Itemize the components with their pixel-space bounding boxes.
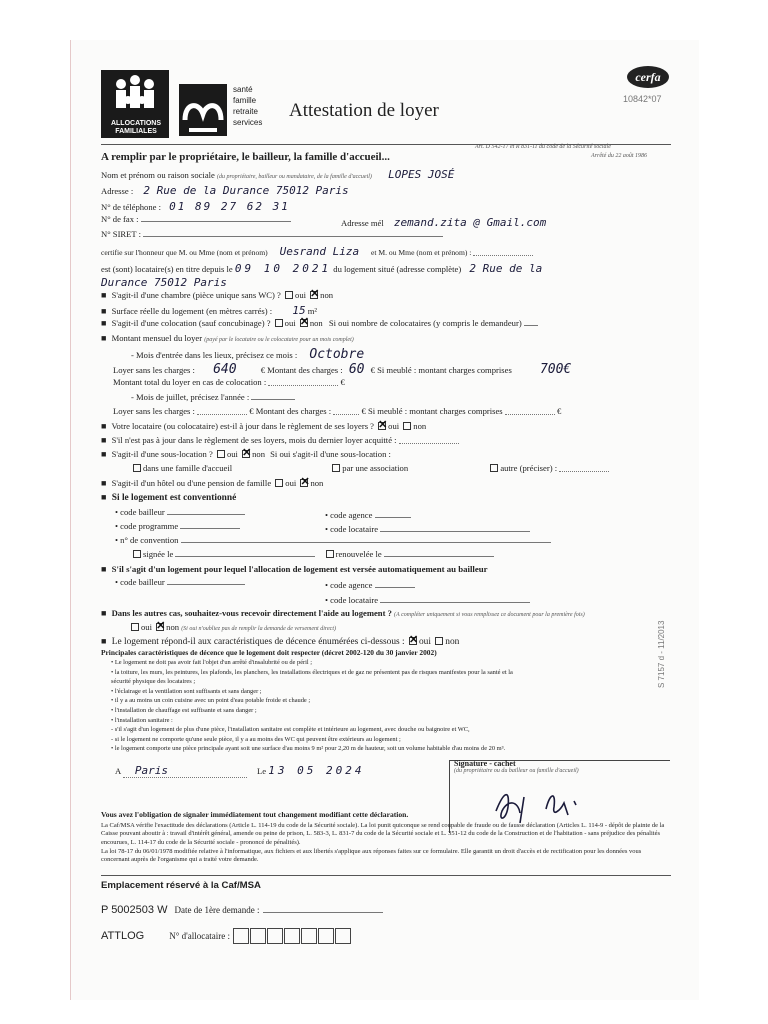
- reserved-title: Emplacement réservé à la Caf/MSA: [101, 880, 261, 891]
- charges-value[interactable]: 60: [348, 362, 365, 377]
- auto-code-bailleur: [115, 577, 245, 587]
- room-row: [101, 290, 333, 300]
- oui-label: oui: [226, 449, 238, 459]
- signed-checkbox[interactable]: [133, 550, 141, 558]
- bullet-square-icon: ■: [101, 290, 107, 300]
- tenant-since-value[interactable]: 09 10 2021: [234, 262, 332, 275]
- tenant-since-row: [101, 262, 542, 275]
- housing-label: du logement situé (adresse complète): [333, 264, 462, 274]
- association-checkbox[interactable]: [332, 464, 340, 472]
- entry-month-label: - Mois d'entrée dans les lieux, précisez ce mois :: [131, 350, 298, 360]
- fax-field[interactable]: [141, 214, 291, 222]
- coloc-total-row: [113, 377, 345, 387]
- room-question: S'agit-il d'une chambre (pièce unique sans WC) ?: [111, 290, 281, 300]
- msa-line: retraite: [233, 107, 258, 116]
- tenant-name-value[interactable]: Uesrand Liza: [279, 245, 360, 258]
- sublet-types-row: [131, 463, 609, 473]
- auto-code-locataire: [325, 595, 530, 605]
- july-furnished-field[interactable]: [505, 406, 555, 415]
- oui-label: oui: [295, 290, 307, 300]
- code-bailleur-label: • code bailleur: [115, 577, 165, 587]
- coloc-total-field[interactable]: [268, 377, 338, 386]
- second-tenant-field[interactable]: [473, 247, 533, 256]
- code-agence-label: • code agence: [325, 510, 373, 520]
- room-oui-checkbox[interactable]: [285, 291, 293, 299]
- reserved-alloc-row: [101, 928, 352, 944]
- owner-siret-label: N° SIRET :: [101, 229, 142, 239]
- coloc-hint: Si oui nombre de colocataires (y compris le demandeur): [328, 318, 522, 328]
- msa-line: famille: [233, 96, 257, 105]
- decency-item: • le logement comporte une pièce principale ayant soit une surface d'au moins 9 m² pour 2,20 m de hauteur, soit un volume habitable d'au moins de 20 m³.: [111, 745, 506, 753]
- renewed-date-field[interactable]: [384, 549, 494, 557]
- num-convention-label: • n° de convention: [115, 535, 179, 545]
- code-bailleur-field[interactable]: [167, 507, 245, 515]
- july-charges-field[interactable]: [333, 406, 359, 415]
- renewed-checkbox[interactable]: [326, 550, 334, 558]
- rent-amount-row: [113, 362, 571, 377]
- foster-label: dans une famille d'accueil: [143, 463, 233, 473]
- bullet-square-icon: ■: [101, 492, 107, 502]
- decency-item: • la toiture, les murs, les peintures, les plafonds, les planchers, les installations électriques et de gaz ne présentent pas de risques manifestes pour la santé et la: [111, 668, 513, 676]
- rent-label: Montant mensuel du loyer: [111, 333, 203, 343]
- bullet-square-icon: ■: [101, 449, 107, 459]
- place-label: A: [115, 766, 121, 776]
- housing-value-2[interactable]: Durance 75012 Paris: [101, 276, 227, 289]
- hotel-question: S'agit-il d'un hôtel ou d'une pension de famille: [111, 478, 272, 488]
- owner-phone-row: [101, 200, 290, 213]
- signature-title: Signature - cachet: [454, 759, 516, 768]
- msa-line: services: [233, 118, 263, 127]
- decency-item: • Le logement ne doit pas avoir fait l'objet d'un arrêté d'insalubrité ou de péril ;: [111, 659, 313, 666]
- code-locataire-label: • code locataire: [325, 524, 379, 534]
- entry-month-value[interactable]: Octobre: [309, 347, 365, 362]
- surface-row: [101, 304, 317, 317]
- owner-address-label: Adresse :: [101, 186, 134, 196]
- uptodate-question: Votre locataire (ou colocataire) est-il à jour dans le règlement de ses loyers ?: [111, 421, 374, 431]
- signed-date-field[interactable]: [175, 549, 315, 557]
- auto-code-locataire-field[interactable]: [380, 595, 530, 603]
- code-locataire-label: • code locataire: [325, 595, 379, 605]
- bullet-square-icon: ■: [101, 478, 107, 488]
- sublet-oui-checkbox[interactable]: [217, 450, 225, 458]
- surface-unit: m²: [307, 306, 317, 316]
- owner-name-hint: (du propriétaire, bailleur ou mandataire, de la famille d'accueil): [217, 174, 372, 180]
- decency-item: • l'éclairage et la ventilation sont suffisants et sans danger ;: [111, 687, 262, 695]
- decency-item: • l'installation sanitaire :: [111, 716, 173, 724]
- decency-item: sécurité physique des locataires ;: [111, 678, 196, 686]
- oui-label: oui: [388, 421, 400, 431]
- coloc-non-checkbox[interactable]: [300, 319, 308, 327]
- code-programme-label: • code programme: [115, 521, 179, 531]
- msa-logo: [179, 84, 227, 136]
- auto-code-agence: [325, 580, 415, 590]
- furnished-label: € Si meublé : montant charges comprises: [370, 365, 512, 375]
- owner-fax-label: N° de fax :: [101, 214, 139, 224]
- owner-fax-row: [101, 214, 291, 224]
- other-cases-label: Dans les autres cas, souhaitez-vous recevoir directement l'aide au logement ?: [111, 608, 392, 618]
- subtitle: A remplir par le propriétaire, le bailleur, la famille d'accueil...: [101, 151, 390, 163]
- other-checkbox[interactable]: [490, 464, 498, 472]
- decency-title: Principales caractéristiques de décence que le logement doit respecter (décret 2002-120 du 30 janvier 2002): [101, 648, 437, 657]
- july-label: - Mois de juillet, précisez l'année :: [131, 392, 250, 402]
- legal-ref: Arrêté du 22 août 1986: [591, 153, 647, 159]
- legal-cnil-text: La loi 78-17 du 06/01/1978 modifiée relative à l'informatique, aux fichiers et aux libertés s'applique aux réponses faites sur ce formulaire. Elle garantit un droit d'accès et de rectification pour les données vous concernant auprès de l'organisme qui a traité votre demande.: [101, 848, 642, 864]
- form-code: S 7157 d - 11/2013: [657, 620, 666, 688]
- tenant-row: [101, 245, 533, 258]
- signed-label: signée le: [143, 549, 174, 559]
- msa-mark-icon: [179, 84, 227, 136]
- other-field[interactable]: [559, 463, 609, 472]
- other-label: autre (préciser) :: [500, 463, 558, 473]
- reserved-date-row: [101, 904, 383, 916]
- conv-code-programme: [115, 521, 240, 531]
- reserved-code: P 5002503 W: [101, 904, 168, 916]
- oui-label: oui: [285, 478, 297, 488]
- last-month-question: S'il n'est pas à jour dans le règlement de ses loyers, mois du dernier loyer acquitté :: [111, 435, 397, 445]
- other-cases-hint: (A compléter uniquement si vous remplissez ce document pour la première fois): [394, 612, 585, 618]
- hotel-non-checkbox[interactable]: [300, 479, 308, 487]
- conv-code-locataire: [325, 524, 530, 534]
- decency-question: Le logement répond-il aux caractéristiques de décence énumérées ci-dessous :: [111, 637, 405, 647]
- tenant-since-label: est (sont) locataire(s) en titre depuis le: [101, 264, 233, 274]
- non-label: non: [252, 449, 265, 459]
- cerfa-number: 10842*07: [623, 94, 662, 104]
- warning-text: Vous avez l'obligation de signaler immédiatement tout changement modifiant cette déclaration.: [101, 810, 409, 819]
- decency-item: • il y a au moins un coin cuisine avec un point d'eau potable froide et chaude ;: [111, 697, 311, 705]
- form-title: Attestation de loyer: [289, 100, 439, 121]
- hotel-oui-checkbox[interactable]: [275, 479, 283, 487]
- non-label: non: [445, 637, 460, 647]
- bullet-square-icon: ■: [101, 306, 107, 316]
- foster-checkbox[interactable]: [133, 464, 141, 472]
- convention-title: Si le logement est conventionné: [111, 493, 237, 503]
- divider: [101, 875, 671, 876]
- coloc-question: S'agit-il d'une colocation (sauf concubinage) ?: [111, 318, 271, 328]
- coloc-oui-checkbox[interactable]: [275, 319, 283, 327]
- bullet-square-icon: ■: [101, 608, 107, 618]
- caf-figures-icon: [101, 70, 169, 120]
- charges-label: € Montant des charges :: [249, 406, 332, 416]
- association-label: par une association: [342, 463, 409, 473]
- first-request-field[interactable]: [263, 905, 383, 913]
- signature-hint: (du propriétaire ou du bailleur ou famille d'accueil): [454, 768, 579, 774]
- sublet-row: [101, 449, 391, 459]
- conv-code-bailleur: [115, 507, 245, 517]
- surface-value[interactable]: 15: [292, 304, 306, 317]
- date-label: Le: [257, 766, 267, 776]
- furnished-value[interactable]: 700€: [539, 362, 572, 377]
- bullet-square-icon: ■: [101, 333, 107, 343]
- direct-oui-checkbox[interactable]: [131, 623, 139, 631]
- non-label: non: [309, 318, 323, 328]
- entry-month-row: [131, 347, 364, 362]
- housing-value-1[interactable]: 2 Rue de la: [469, 262, 543, 275]
- july-year-field[interactable]: [251, 392, 295, 400]
- caf-logo-text: ALLOCATIONS FAMILIALES: [110, 120, 162, 135]
- decency-item: - s'il s'agit d'un logement de plus d'une pièce, l'installation sanitaire est complète et intérieure au logement, avec douche ou baignoire et WC,: [111, 726, 470, 734]
- automatic-title-row: [101, 564, 488, 574]
- july-row: [131, 392, 295, 402]
- decency-non-checkbox[interactable]: [435, 637, 443, 645]
- bullet-square-icon: ■: [101, 564, 107, 574]
- rent-row: [101, 333, 354, 343]
- decency-item: • l'installation de chauffage est suffisante et sans danger ;: [111, 706, 257, 714]
- bullet-square-icon: ■: [101, 421, 107, 431]
- sublet-question: S'agit-il d'une sous-location ?: [111, 449, 213, 459]
- owner-name-label: Nom et prénom ou raison sociale: [101, 170, 215, 180]
- owner-siret-row: [101, 229, 443, 239]
- auto-code-agence-field[interactable]: [375, 580, 415, 588]
- owner-name-value[interactable]: LOPES JOSÉ: [388, 168, 455, 181]
- first-request-label: Date de 1ère demande :: [174, 905, 260, 915]
- charges-label: € Montant des charges :: [260, 365, 343, 375]
- num-convention-field[interactable]: [181, 535, 551, 543]
- conv-code-agence: [325, 510, 411, 520]
- msa-line: santé: [233, 85, 253, 94]
- renewed-label: renouvelée le: [335, 549, 382, 559]
- cerfa-logo: cerfa: [627, 66, 669, 88]
- owner-email-value[interactable]: zemand.zita @ Gmail.com: [393, 216, 547, 229]
- rent-hint: (payé par le locataire ou le colocataire pour un mois complet): [204, 337, 354, 343]
- bullet-square-icon: ■: [101, 435, 107, 445]
- sublet-hint: Si oui s'agit-il d'une sous-location :: [270, 449, 391, 459]
- code-bailleur-label: • code bailleur: [115, 507, 165, 517]
- auto-code-bailleur-field[interactable]: [167, 577, 245, 585]
- code-agence-label: • code agence: [325, 580, 373, 590]
- date-value[interactable]: 13 05 2024: [268, 764, 365, 777]
- tenant-certify-label: certifie sur l'honneur que M. ou Mme (nom et prénom): [101, 248, 268, 257]
- july-rent-row: [113, 406, 561, 416]
- form-sheet: [70, 40, 699, 1000]
- coloc-count-field[interactable]: [524, 318, 538, 326]
- code-agence-field[interactable]: [375, 510, 411, 518]
- room-non-checkbox[interactable]: [310, 291, 318, 299]
- oui-label: oui: [418, 637, 431, 647]
- conv-dates: [131, 549, 494, 559]
- euro-label: €: [340, 377, 345, 387]
- owner-email-label: Adresse mél: [341, 218, 384, 228]
- alloc-number-field[interactable]: [233, 930, 352, 942]
- oui-label: oui: [141, 622, 152, 632]
- owner-name-row: [101, 168, 454, 181]
- alloc-number-label: N° d'allocataire :: [169, 930, 230, 941]
- code-locataire-field[interactable]: [380, 524, 530, 532]
- convention-title-row: [101, 492, 236, 503]
- non-label: non: [320, 290, 334, 300]
- euro-label: €: [556, 406, 562, 416]
- non-label: non: [166, 622, 180, 632]
- bullet-square-icon: ■: [101, 318, 107, 328]
- automatic-title: S'il s'agit d'un logement pour lequel l'allocation de logement est versée automatiquement au bailleur: [111, 564, 488, 574]
- handwritten-signature-icon: [490, 781, 600, 825]
- owner-phone-value[interactable]: 01 89 27 62 31: [169, 200, 290, 213]
- uptodate-oui-checkbox[interactable]: [378, 422, 386, 430]
- other-cases-answer: [129, 622, 336, 632]
- owner-address-row: [101, 184, 349, 197]
- rent-no-charges-value[interactable]: 640: [213, 362, 237, 377]
- place-value[interactable]: Paris: [123, 764, 247, 778]
- sublet-non-checkbox[interactable]: [242, 450, 250, 458]
- non-label: non: [310, 478, 324, 488]
- legal-ref: Art. D 542-17 et R 831-11 du code de la Sécurité sociale: [475, 144, 611, 150]
- code-programme-field[interactable]: [180, 521, 240, 529]
- oui-label: oui: [284, 318, 296, 328]
- conv-number: [115, 535, 551, 545]
- uptodate-row: [101, 421, 426, 431]
- decency-list: [111, 658, 513, 754]
- owner-address-value[interactable]: 2 Rue de la Durance 75012 Paris: [143, 184, 349, 197]
- coloc-total-label: Montant total du loyer en cas de colocation :: [113, 377, 267, 387]
- direct-hint: (Si oui n'oubliez pas de remplir la demande de versement direct): [181, 626, 336, 632]
- direct-non-checkbox[interactable]: [156, 623, 164, 631]
- surface-question: Surface réelle du logement (en mètres carrés) :: [111, 306, 273, 316]
- non-label: non: [413, 421, 427, 431]
- uptodate-non-checkbox[interactable]: [403, 422, 411, 430]
- last-month-field[interactable]: [399, 435, 459, 444]
- july-rent-field[interactable]: [197, 406, 247, 415]
- furnished-label: € Si meublé : montant charges comprises: [361, 406, 503, 416]
- caf-logo: [101, 70, 169, 138]
- decency-row: [101, 636, 459, 647]
- siret-field[interactable]: [143, 229, 443, 237]
- tenant-and-label: et M. ou Mme (nom et prénom) :: [371, 248, 472, 257]
- rent-no-charges-label: Loyer sans les charges :: [113, 406, 195, 416]
- owner-phone-label: N° de téléphone :: [101, 202, 161, 212]
- place-date-row: [115, 764, 365, 778]
- coloc-row: [101, 318, 538, 328]
- decency-item: - si le logement ne comporte qu'une seule pièce, il y a au moins des WC qui peuvent être extérieurs au logement ;: [111, 735, 401, 743]
- legal-fraud-text: La Caf/MSA vérifie l'exactitude des déclarations (Article L. 114-19 du code de la Sécurité sociale). La loi punit quiconque se rend coupable de fraude ou de fausse déclaration (Articles L. 114-9 - dépôt de plainte de la Caisse pouvant aboutir à : travail d'intérêt général, amende ou peine de prison, L. 583-3, L. 831-7 du code de la Sécurité sociale et L. 351-12 du code de la Construction et de l'habitation - sans préjudice des pénalités encourues, L. 114-17 du code de la Sécurité sociale - prononcé de pénalités).: [101, 822, 665, 846]
- owner-email-row: [341, 216, 546, 229]
- decency-oui-checkbox[interactable]: [409, 637, 417, 645]
- bullet-square-icon: ■: [101, 636, 107, 646]
- msa-lines: [233, 84, 262, 128]
- rent-no-charges-label: Loyer sans les charges :: [113, 365, 195, 375]
- other-cases-row: [101, 608, 585, 618]
- last-month-row: [101, 435, 459, 445]
- attlog-label: ATTLOG: [101, 929, 145, 942]
- hotel-row: [101, 478, 323, 488]
